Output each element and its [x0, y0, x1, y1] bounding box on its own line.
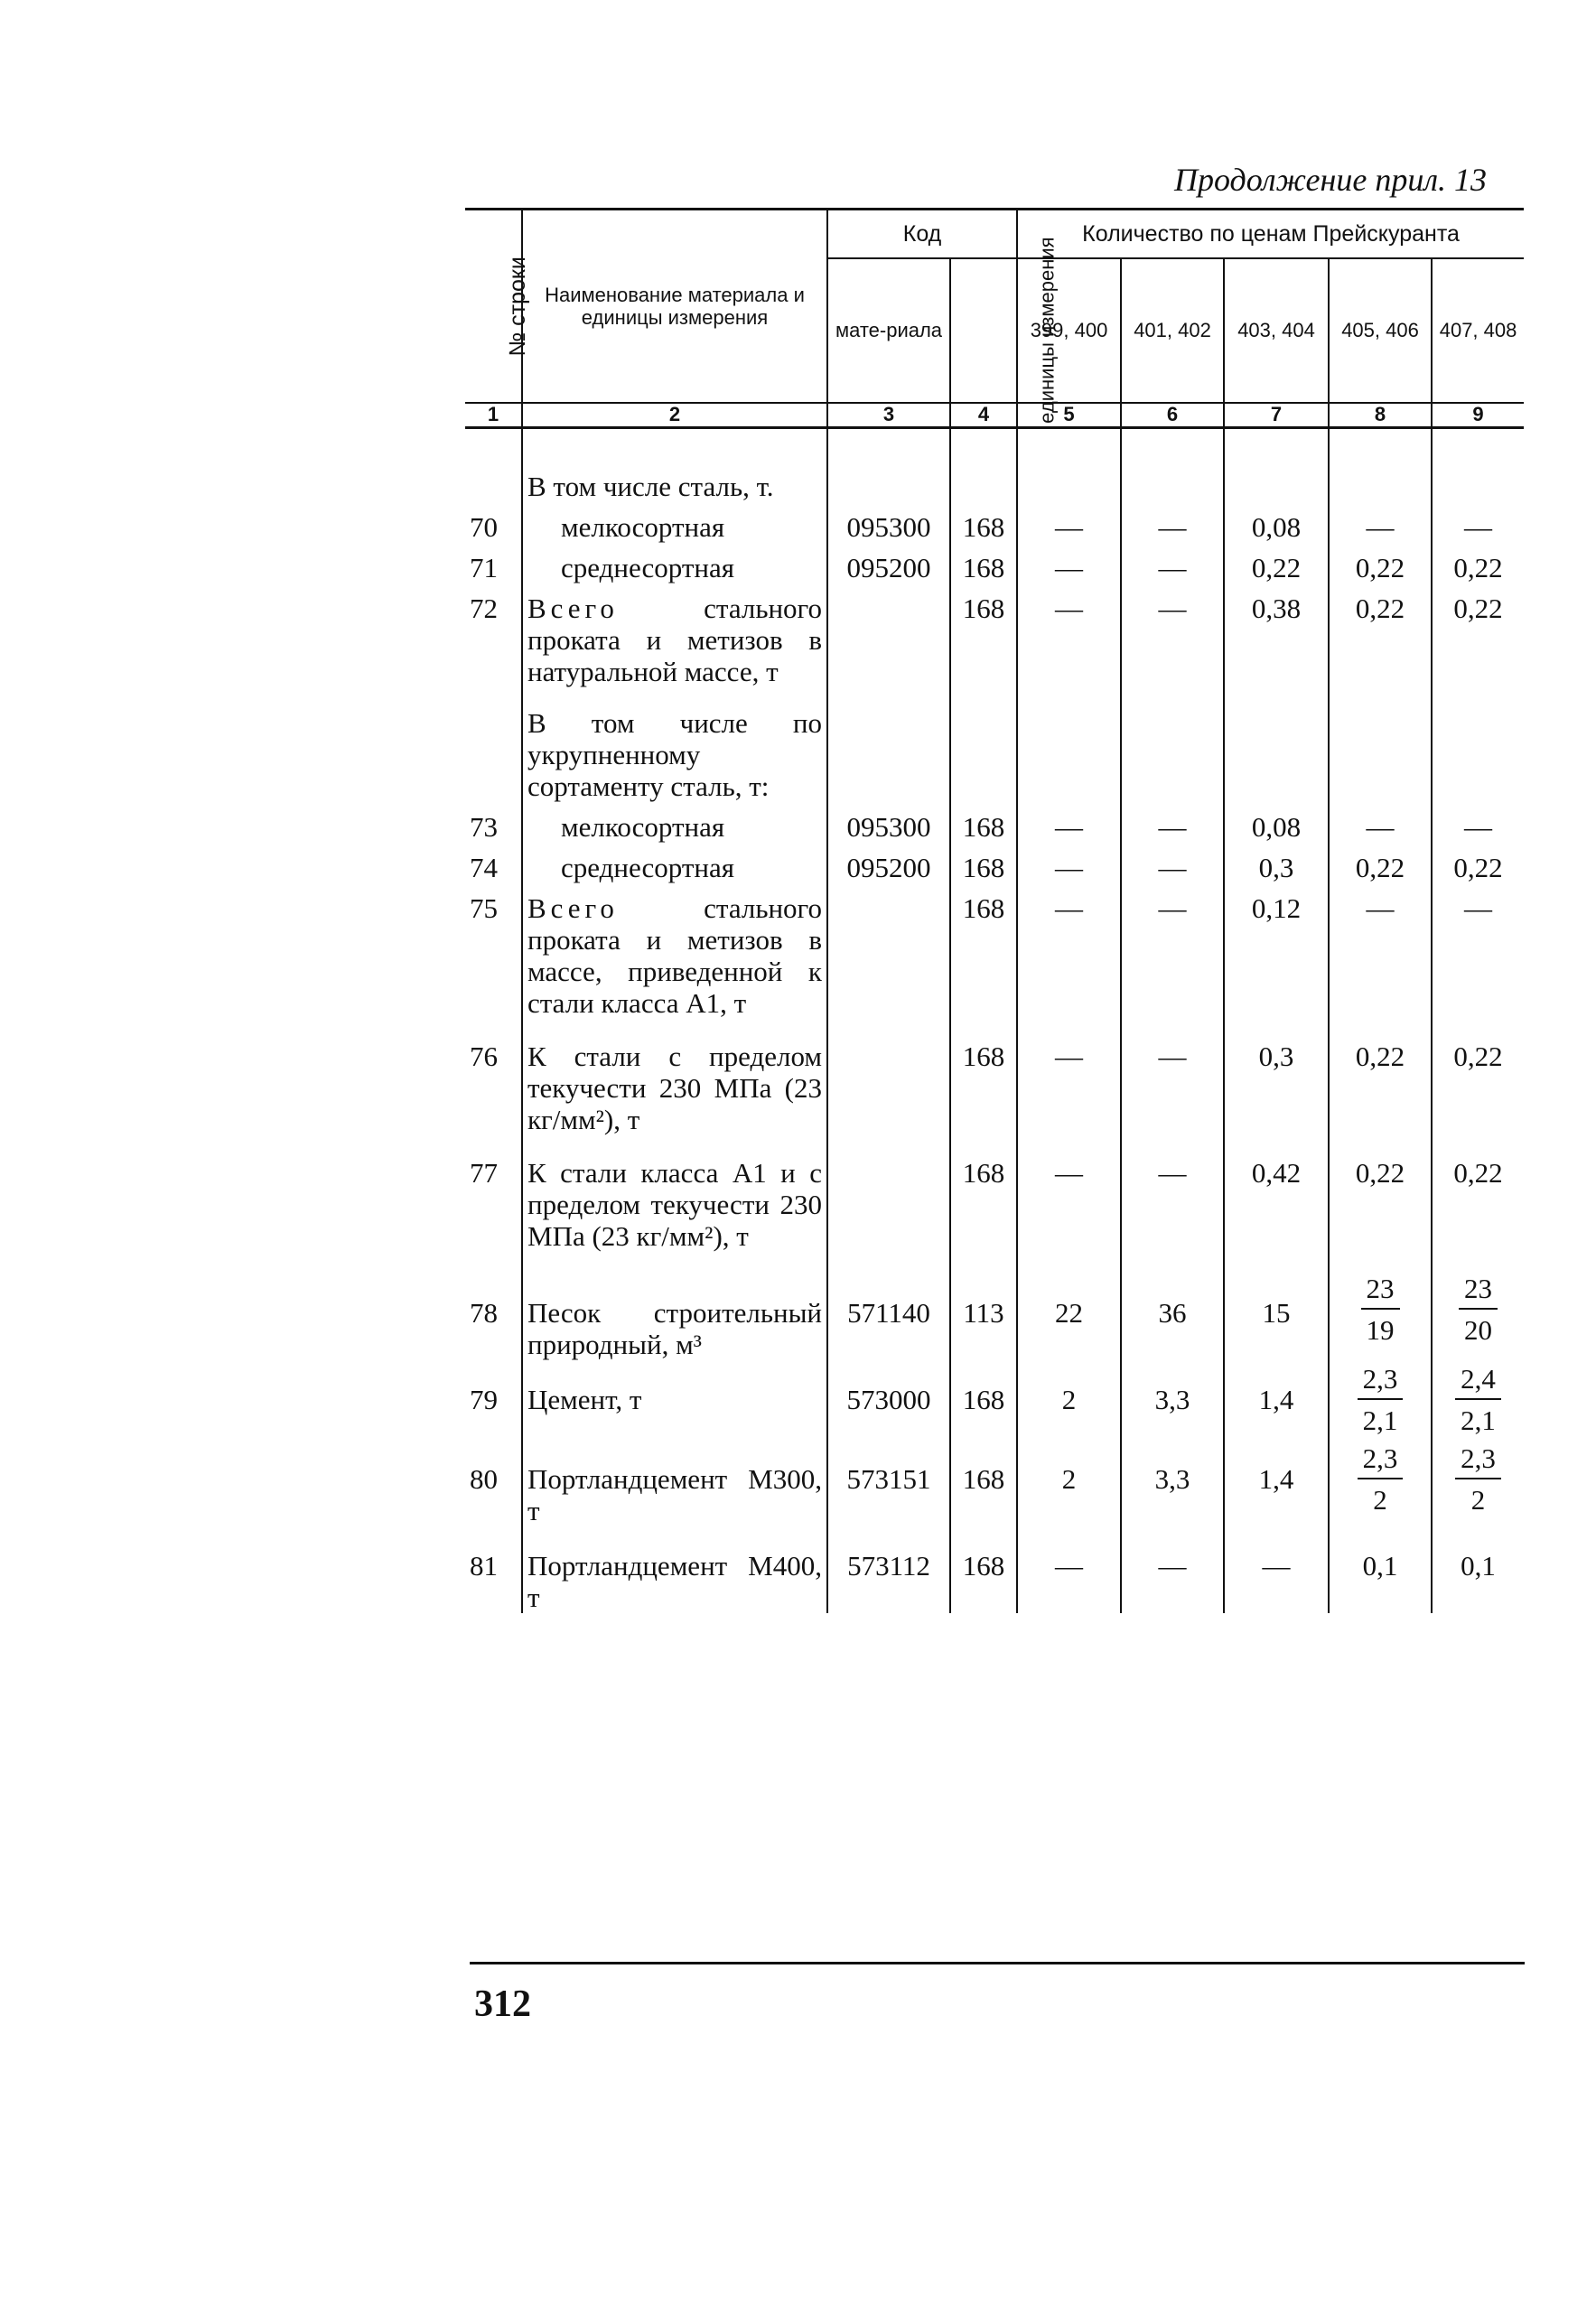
col-number: 5 [1017, 403, 1121, 427]
row-number: 75 [470, 892, 498, 925]
fraction-denominator: 19 [1366, 1314, 1395, 1347]
quantity-cell: — [1017, 883, 1121, 1019]
row-name: Песок строительный природный, м³ [522, 1252, 827, 1360]
table-row [465, 843, 1524, 883]
col-number: 3 [827, 403, 950, 427]
quantity-cell: — [1329, 502, 1432, 543]
row-name: мелкосортная [522, 802, 827, 843]
table-row [465, 1440, 1524, 1526]
header-code-group: Код [827, 210, 1017, 259]
quantity-cell: 0,1 [1432, 1526, 1524, 1613]
quantity-cell [1432, 1440, 1524, 1526]
table-row [465, 1252, 1524, 1360]
fraction-numerator: 2,3 [1358, 1440, 1404, 1479]
header-qty-col-8: 405, 406 [1329, 258, 1432, 403]
quantity-cell [1329, 1440, 1432, 1526]
table-row [465, 1135, 1524, 1252]
quantity-cell: — [1329, 883, 1432, 1019]
row-name: К стали с пределом текучести 230 МПа (23 кг/мм²), т [522, 1019, 827, 1135]
fraction-numerator: 2,3 [1358, 1360, 1404, 1400]
quantity-cell [1224, 687, 1329, 802]
fraction [1358, 1360, 1404, 1440]
material-code [827, 1019, 950, 1135]
quantity-cell: 0,22 [1432, 843, 1524, 883]
quantity-cell [1432, 687, 1524, 802]
quantity-cell: — [1121, 843, 1224, 883]
unit-code [950, 471, 1017, 502]
quantity-cell: 0,22 [1329, 1019, 1432, 1135]
table-row [465, 502, 1524, 543]
quantity-cell: — [1432, 502, 1524, 543]
fraction-denominator: 2,1 [1461, 1404, 1496, 1437]
quantity-cell: 0,22 [1224, 543, 1329, 583]
quantity-cell [1432, 471, 1524, 502]
quantity-cell: — [1017, 1135, 1121, 1252]
unit-code: 168 [950, 802, 1017, 843]
row-name: Цемент, т [522, 1360, 827, 1440]
quantity-cell: — [1121, 883, 1224, 1019]
quantity-cell: 3,3 [1121, 1440, 1224, 1526]
fraction-numerator: 23 [1459, 1270, 1498, 1310]
quantity-cell: — [1121, 1526, 1224, 1613]
table-row [465, 1019, 1524, 1135]
table-row [465, 471, 1524, 502]
quantity-cell [1329, 1252, 1432, 1360]
material-code: 095300 [827, 802, 950, 843]
row-name: Портландцемент М300, т [522, 1440, 827, 1526]
unit-code: 168 [950, 502, 1017, 543]
row-number: 78 [470, 1297, 498, 1330]
unit-code: 168 [950, 1019, 1017, 1135]
quantity-cell: — [1224, 1526, 1329, 1613]
fraction-denominator: 20 [1464, 1314, 1493, 1347]
col-number: 7 [1224, 403, 1329, 427]
unit-code: 168 [950, 1360, 1017, 1440]
quantity-cell: 0,38 [1224, 583, 1329, 687]
row-name: среднесортная [522, 843, 827, 883]
row-number: 71 [470, 551, 498, 583]
quantity-cell: — [1432, 802, 1524, 843]
row-name: среднесортная [522, 543, 827, 583]
row-number: 76 [470, 1041, 498, 1073]
material-code [827, 471, 950, 502]
unit-code: 168 [950, 1135, 1017, 1252]
col-number: 2 [522, 403, 827, 427]
quantity-cell: — [1329, 802, 1432, 843]
quantity-cell: — [1121, 1135, 1224, 1252]
unit-code: 168 [950, 543, 1017, 583]
row-number: 80 [470, 1462, 498, 1495]
header-code-material: мате-риала [827, 258, 950, 403]
quantity-cell [1432, 1360, 1524, 1440]
row-number [465, 471, 522, 502]
material-code: 095200 [827, 843, 950, 883]
col-number: 4 [950, 403, 1017, 427]
quantity-cell [1017, 471, 1121, 502]
quantity-cell: 1,4 [1224, 1440, 1329, 1526]
fraction-denominator: 2 [1470, 1483, 1486, 1516]
row-name-lead: Всего [527, 892, 619, 925]
quantity-cell: 0,42 [1224, 1135, 1329, 1252]
quantity-cell: 0,22 [1432, 543, 1524, 583]
quantity-cell: 2 [1017, 1440, 1121, 1526]
row-number: 74 [470, 852, 498, 884]
quantity-cell: — [1017, 802, 1121, 843]
header-name: Наименование материала и единицы измерения [522, 210, 827, 404]
quantity-cell: — [1017, 543, 1121, 583]
col-number: 6 [1121, 403, 1224, 427]
header-row-number: № строки [465, 210, 522, 404]
material-code [827, 583, 950, 687]
quantity-cell: 0,12 [1224, 883, 1329, 1019]
material-code [827, 883, 950, 1019]
table-row [465, 583, 1524, 687]
header-row-1 [465, 210, 1524, 259]
quantity-cell [1329, 1360, 1432, 1440]
quantity-cell: 3,3 [1121, 1360, 1224, 1440]
unit-code: 168 [950, 583, 1017, 687]
quantity-cell [1121, 687, 1224, 802]
col-number: 9 [1432, 403, 1524, 427]
table-row [465, 687, 1524, 802]
row-name-rest: стального проката и метизов в массе, приведенной к стали класса А1, т [527, 892, 822, 1020]
fraction [1361, 1270, 1400, 1349]
running-title: Продолжение прил. 13 [1174, 162, 1488, 198]
table-row [465, 883, 1524, 1019]
col-number: 8 [1329, 403, 1432, 427]
row-number: 77 [470, 1157, 498, 1190]
quantity-cell: 0,22 [1329, 1135, 1432, 1252]
quantity-cell: 0,22 [1432, 583, 1524, 687]
row-name-rest: стального проката и метизов в натуральной массе, т [527, 592, 822, 687]
quantity-cell: — [1121, 802, 1224, 843]
table-row [465, 543, 1524, 583]
unit-code: 168 [950, 1440, 1017, 1526]
quantity-cell: 0,22 [1432, 1019, 1524, 1135]
header-code-unit: единицы измерения [950, 258, 1017, 403]
quantity-cell: — [1121, 583, 1224, 687]
quantity-cell: 0,22 [1329, 843, 1432, 883]
quantity-cell: — [1121, 502, 1224, 543]
fraction [1455, 1360, 1501, 1440]
quantity-cell: — [1017, 1526, 1121, 1613]
quantity-cell: 0,22 [1432, 1135, 1524, 1252]
header-qty-col-6: 401, 402 [1121, 258, 1224, 403]
quantity-cell: — [1017, 843, 1121, 883]
fraction [1455, 1440, 1501, 1519]
quantity-cell: 0,22 [1329, 543, 1432, 583]
header-qty-col-9: 407, 408 [1432, 258, 1524, 403]
table-row [465, 1360, 1524, 1440]
quantity-cell: — [1432, 883, 1524, 1019]
quantity-cell: 2 [1017, 1360, 1121, 1440]
quantity-cell [1329, 471, 1432, 502]
fraction [1358, 1440, 1404, 1519]
row-name: Портландцемент М400, т [522, 1526, 827, 1613]
row-name: В том числе по укрупненному сортаменту сталь, т: [522, 687, 827, 802]
quantity-cell: 0,08 [1224, 502, 1329, 543]
quantity-cell [1224, 471, 1329, 502]
quantity-cell: — [1017, 502, 1121, 543]
row-name [522, 583, 827, 687]
quantity-cell [1329, 687, 1432, 802]
quantity-cell: — [1017, 1019, 1121, 1135]
quantity-cell: 1,4 [1224, 1360, 1329, 1440]
fraction-numerator: 23 [1361, 1270, 1400, 1310]
row-number: 73 [470, 811, 498, 843]
material-code [827, 1135, 950, 1252]
header-qty-col-7: 403, 404 [1224, 258, 1329, 403]
unit-code: 168 [950, 883, 1017, 1019]
material-code: 095300 [827, 502, 950, 543]
row-name: В том числе сталь, т. [522, 471, 827, 502]
quantity-cell: — [1121, 1019, 1224, 1135]
row-number [465, 687, 522, 802]
fraction [1459, 1270, 1498, 1349]
row-name: К стали класса А1 и с пределом текучести 230 МПа (23 кг/мм²), т [522, 1135, 827, 1252]
quantity-cell [1432, 1252, 1524, 1360]
header-quantity-group: Количество по ценам Прейскуранта [1017, 210, 1524, 259]
row-number: 81 [470, 1549, 498, 1582]
unit-code: 168 [950, 1526, 1017, 1613]
table-row [465, 1526, 1524, 1613]
material-code: 573112 [827, 1526, 950, 1613]
materials-table [465, 208, 1524, 1613]
quantity-cell: — [1017, 583, 1121, 687]
row-name: мелкосортная [522, 502, 827, 543]
fraction-denominator: 2 [1373, 1483, 1387, 1516]
row-number: 70 [470, 510, 498, 543]
material-code: 573000 [827, 1360, 950, 1440]
bottom-rule [470, 1962, 1525, 1964]
row-name-lead: Всего [527, 592, 619, 624]
fraction-denominator: 2,1 [1362, 1404, 1398, 1437]
material-code: 571140 [827, 1252, 950, 1360]
quantity-cell: 0,1 [1329, 1526, 1432, 1613]
column-number-row [465, 403, 1524, 427]
row-number: 72 [470, 592, 498, 624]
spacer-row [465, 427, 1524, 471]
quantity-cell [1017, 687, 1121, 802]
quantity-cell: 0,08 [1224, 802, 1329, 843]
col-number: 1 [465, 403, 522, 427]
quantity-cell: 0,3 [1224, 843, 1329, 883]
row-name [522, 883, 827, 1019]
quantity-cell: 15 [1224, 1252, 1329, 1360]
material-code: 095200 [827, 543, 950, 583]
quantity-cell: 0,22 [1329, 583, 1432, 687]
quantity-cell: — [1121, 543, 1224, 583]
row-number: 79 [470, 1384, 498, 1416]
quantity-cell: 22 [1017, 1252, 1121, 1360]
page-number: 312 [474, 1983, 531, 2025]
unit-code: 168 [950, 843, 1017, 883]
fraction-numerator: 2,3 [1455, 1440, 1501, 1479]
unit-code: 113 [950, 1252, 1017, 1360]
table-row [465, 802, 1524, 843]
fraction-numerator: 2,4 [1455, 1360, 1501, 1400]
quantity-cell [1121, 471, 1224, 502]
quantity-cell: 36 [1121, 1252, 1224, 1360]
table-body [465, 471, 1524, 1613]
unit-code [950, 687, 1017, 802]
header-qty-col-5: 399, 400 [1017, 258, 1121, 403]
material-code: 573151 [827, 1440, 950, 1526]
quantity-cell: 0,3 [1224, 1019, 1329, 1135]
material-code [827, 687, 950, 802]
